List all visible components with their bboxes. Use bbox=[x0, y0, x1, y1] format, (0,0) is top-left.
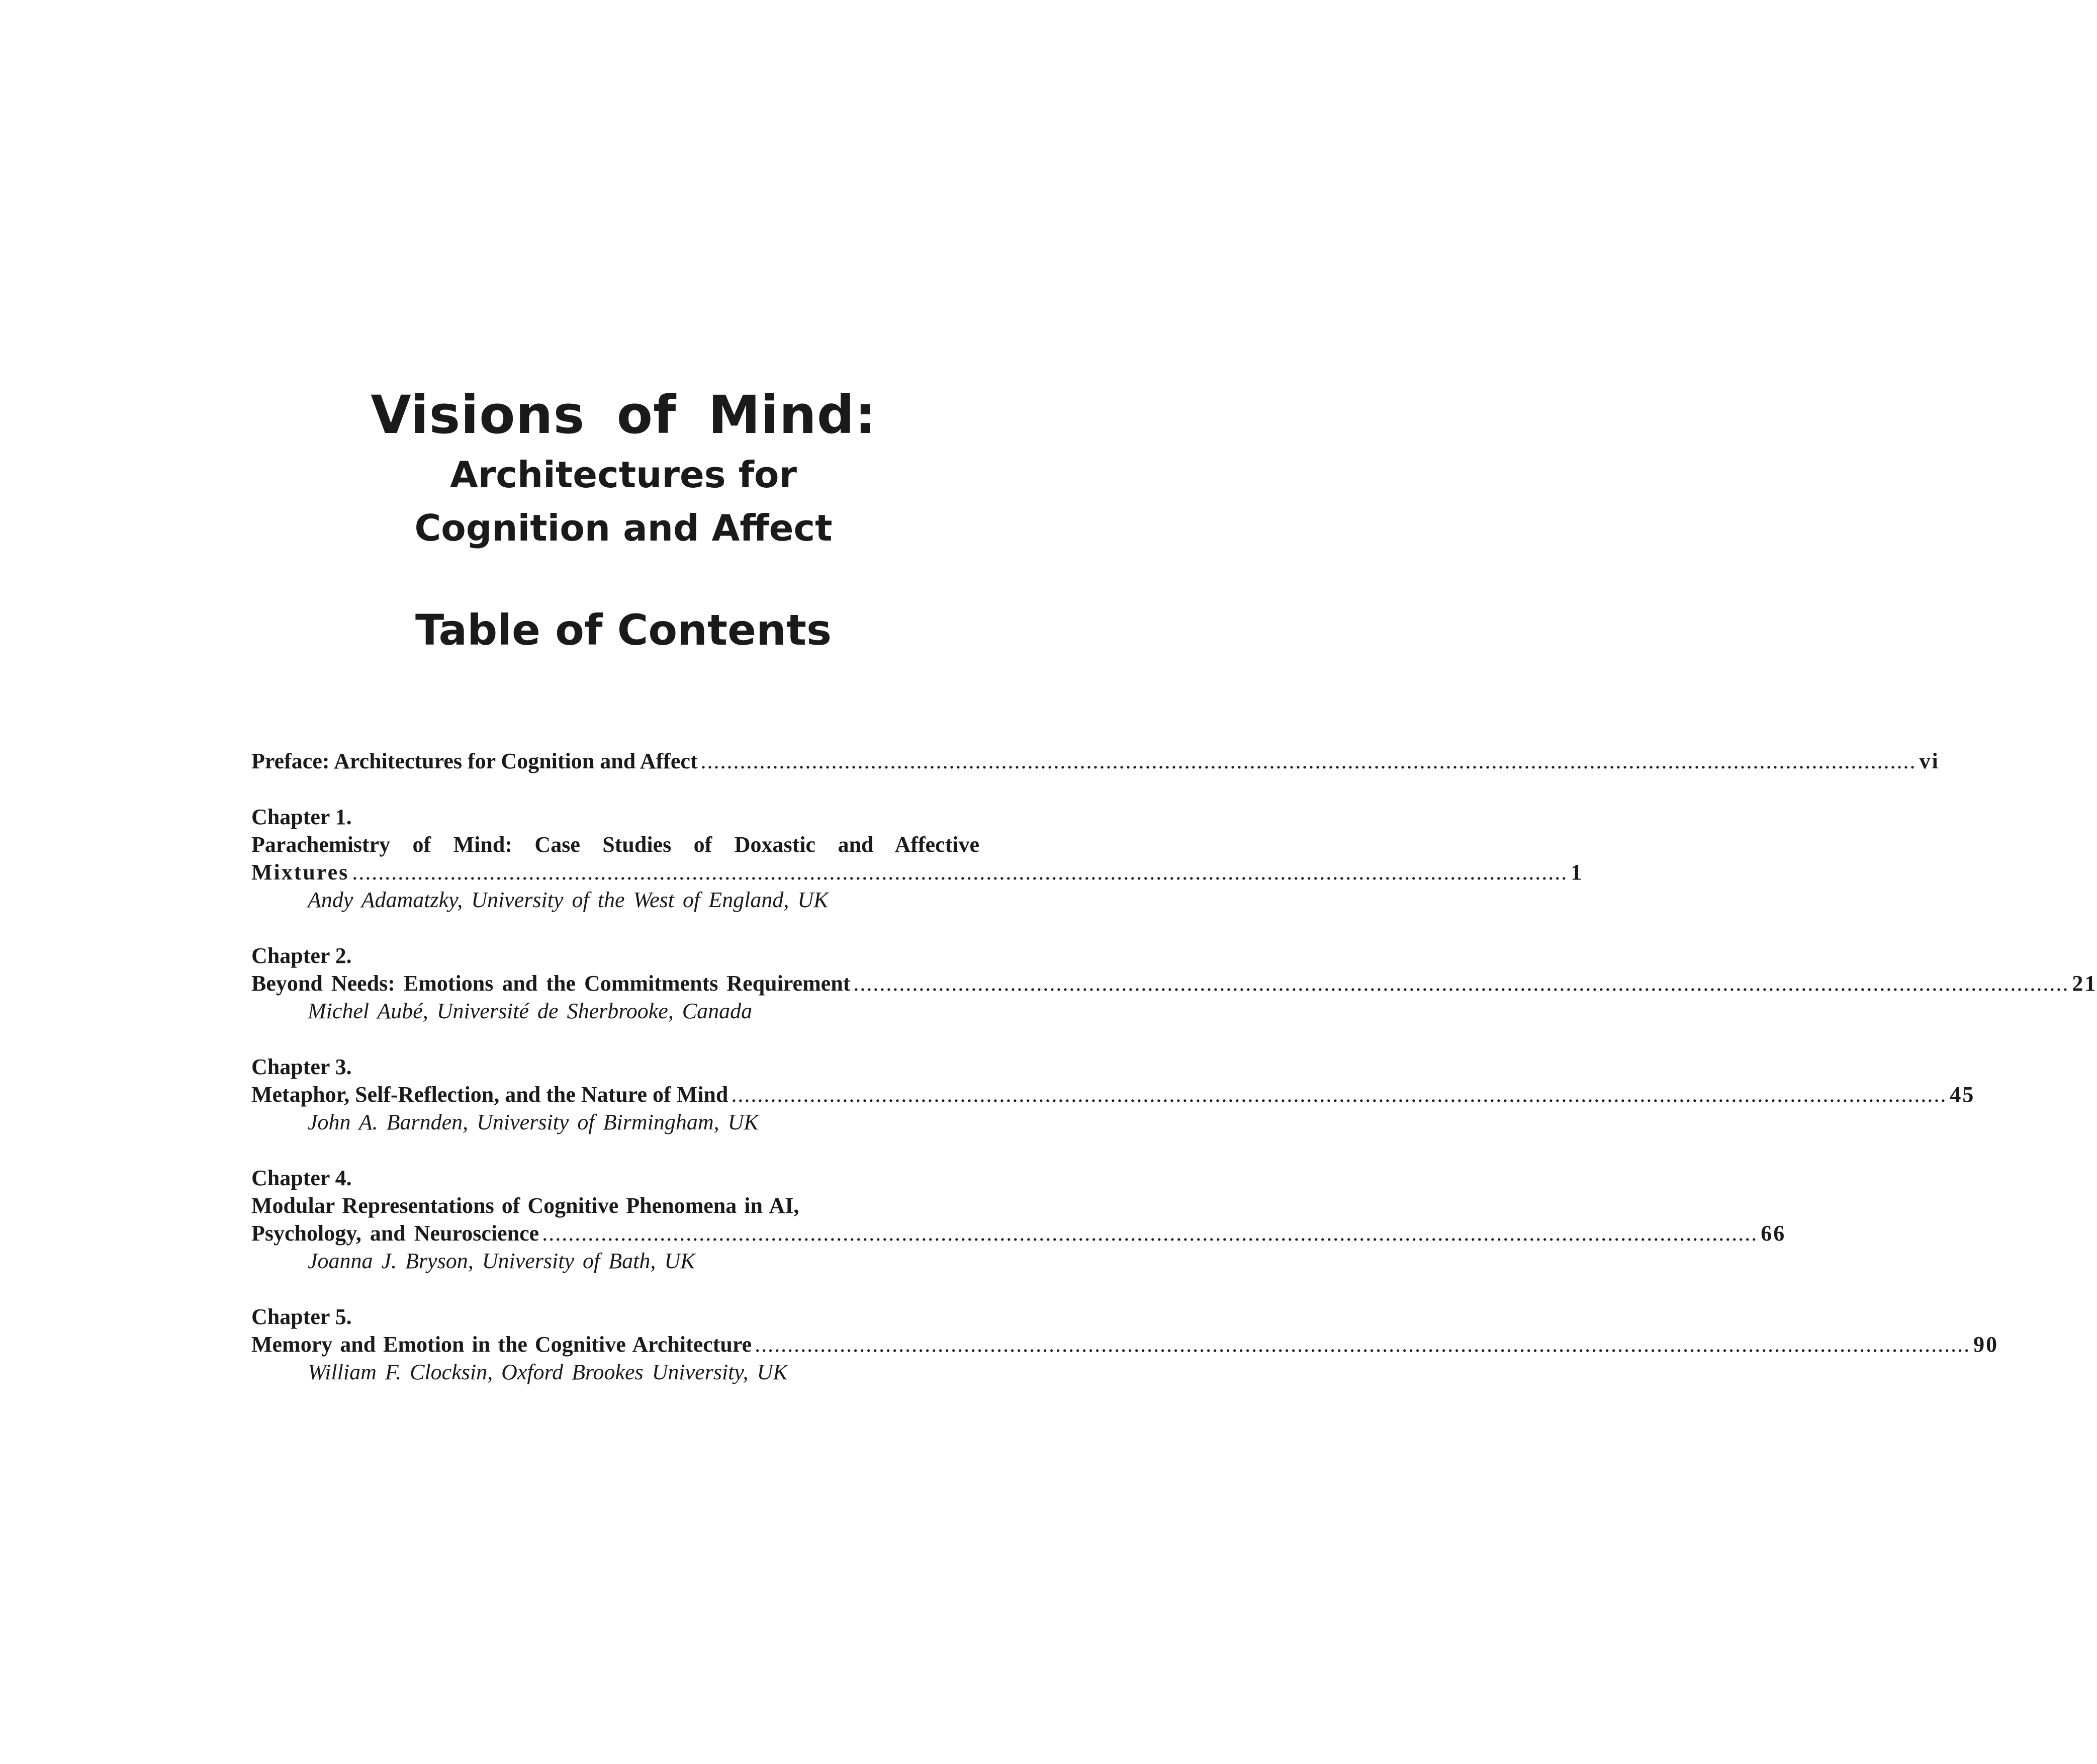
title-block bbox=[0, 382, 1247, 658]
toc-entry-chapter-5 bbox=[251, 1303, 1999, 1386]
book-title: Visions of Mind: bbox=[371, 384, 876, 446]
chapter-page: 90 bbox=[1973, 1332, 1999, 1357]
chapter-label: Chapter 2. bbox=[251, 943, 352, 968]
toc-line-preface bbox=[251, 747, 1940, 775]
dot-leader: .......................................................................................................................................................................................... bbox=[700, 749, 1917, 773]
chapter-author: Joanna J. Bryson, University of Bath, UK bbox=[308, 1249, 695, 1273]
chapter-page: 66 bbox=[1761, 1221, 1786, 1246]
toc-entry-preface bbox=[251, 747, 1940, 775]
chapter-title: Memory and Emotion in the Cognitive Architecture bbox=[251, 1332, 752, 1357]
dot-leader: .......................................................................................................................................................................................... bbox=[755, 1332, 1971, 1357]
chapter-title-line1: Parachemistry of Mind: Case Studies of Doxastic and Affective bbox=[251, 832, 979, 857]
chapter-author: William F. Clocksin, Oxford Brookes University, UK bbox=[308, 1360, 788, 1384]
chapter-title-line1: Modular Representations of Cognitive Phenomena in AI, bbox=[251, 1193, 799, 1218]
toc-entry-chapter-1 bbox=[251, 803, 1584, 914]
chapter-label: Chapter 5. bbox=[251, 1304, 352, 1329]
chapter-title: Beyond Needs: Emotions and the Commitments Requirement bbox=[251, 971, 851, 996]
preface-title: Preface: Architectures for Cognition and Affect bbox=[251, 749, 698, 773]
toc-line-chapter-5 bbox=[251, 1331, 1999, 1358]
chapter-author: Andy Adamatzky, University of the West of England, UK bbox=[308, 888, 829, 912]
toc-line-chapter-1 bbox=[251, 858, 1584, 886]
preface-page: vi bbox=[1919, 749, 1940, 773]
toc-entry-chapter-4 bbox=[251, 1164, 1786, 1275]
book-subtitle-line2: Cognition and Affect bbox=[414, 507, 833, 549]
toc-line-chapter-2 bbox=[251, 969, 2097, 997]
toc-line-chapter-4 bbox=[251, 1219, 1786, 1247]
toc-heading: Table of Contents bbox=[415, 605, 832, 655]
chapter-page: 21 bbox=[2072, 971, 2097, 996]
chapter-page: 45 bbox=[1950, 1082, 1975, 1107]
chapter-title-line2: Mixtures bbox=[251, 860, 349, 885]
chapter-author: John A. Barnden, University of Birmingham, UK bbox=[308, 1110, 759, 1134]
chapter-label: Chapter 4. bbox=[251, 1166, 352, 1190]
chapter-author: Michel Aubé, Université de Sherbrooke, Canada bbox=[308, 999, 753, 1023]
book-subtitle-line1: Architectures for bbox=[449, 454, 797, 496]
dot-leader: .......................................................................................................................................................................................... bbox=[352, 860, 1568, 885]
chapter-title-line2: Psychology, and Neuroscience bbox=[251, 1221, 539, 1246]
dot-leader: .......................................................................................................................................................................................... bbox=[542, 1221, 1758, 1246]
toc-entry-chapter-3 bbox=[251, 1053, 1975, 1136]
chapter-page: 1 bbox=[1571, 860, 1584, 885]
toc-entry-chapter-2 bbox=[251, 942, 2097, 1025]
toc-line-chapter-3 bbox=[251, 1081, 1975, 1108]
dot-leader: .......................................................................................................................................................................................... bbox=[853, 971, 2069, 996]
chapter-label: Chapter 3. bbox=[251, 1054, 352, 1079]
dot-leader: .......................................................................................................................................................................................... bbox=[731, 1082, 1947, 1107]
chapter-label: Chapter 1. bbox=[251, 805, 352, 829]
table-of-contents bbox=[251, 747, 2097, 1414]
chapter-title: Metaphor, Self-Reflection, and the Nature of Mind bbox=[251, 1082, 728, 1107]
